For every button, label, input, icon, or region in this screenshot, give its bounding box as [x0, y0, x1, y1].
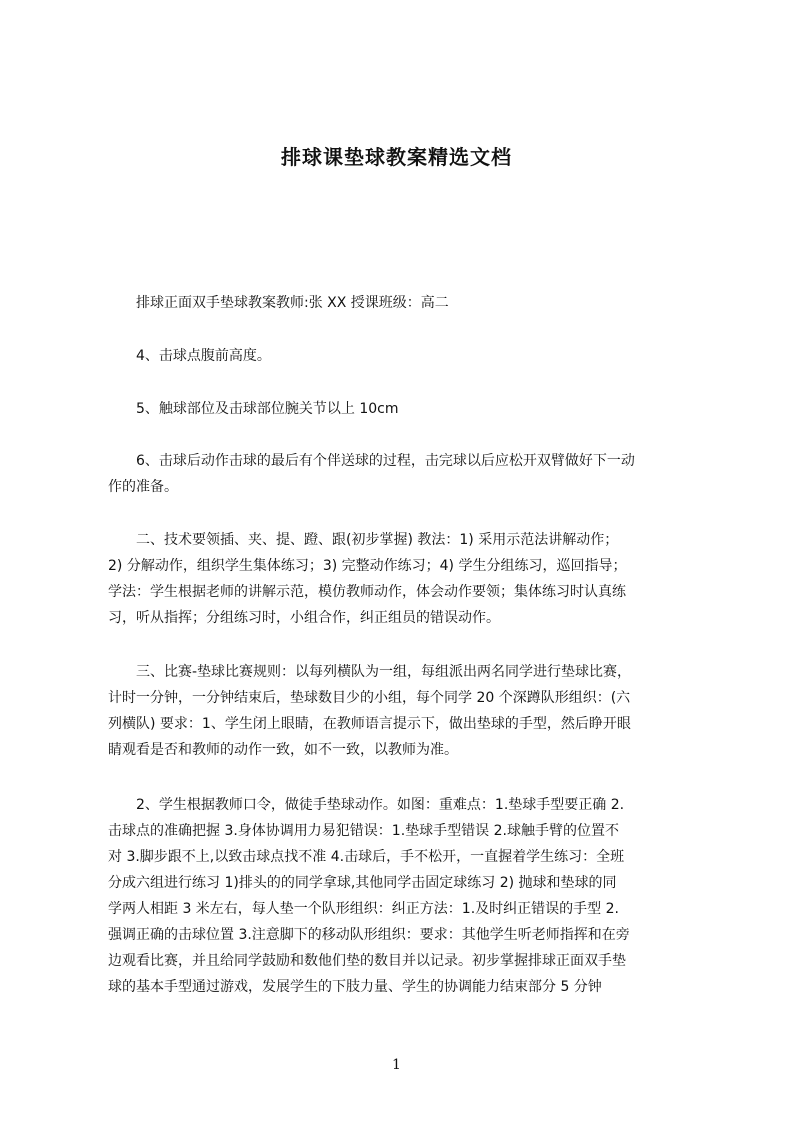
paragraph-line: 排球正面双手垫球教案教师:张 XX 授课班级：高二 — [136, 295, 449, 311]
paragraph-line: 2) 分解动作，组织学生集体练习；3) 完整动作练习；4) 学生分组练习，巡回指导； — [108, 558, 627, 574]
paragraph-point-6 — [108, 448, 712, 500]
paragraph-technique — [108, 527, 712, 631]
paragraph-line: 列横队) 要求：1、学生闭上眼睛，在教师语言提示下，做出垫球的手型，然后睁开眼 — [108, 716, 631, 732]
paragraph-line: 5、触球部位及击球部位腕关节以上 10cm — [136, 401, 399, 417]
paragraph-line: 对 3.脚步跟不上,以致击球点找不准 4.击球后，手不松开，一直握着学生练习：全班 — [108, 849, 625, 865]
paragraph-line: 4、击球点腹前高度。 — [136, 348, 271, 364]
paragraph-competition — [108, 659, 712, 763]
page-number: 1 — [392, 1057, 401, 1073]
paragraph-point-4 — [108, 343, 712, 369]
paragraph-line: 二、技术要领插、夹、提、蹬、跟(初步掌握) 教法：1) 采用示范法讲解动作； — [136, 532, 619, 548]
paragraph-point-5 — [108, 396, 712, 422]
paragraph-line: 计时一分钟，一分钟结束后，垫球数目少的小组，每个同学 20 个深蹲队形组织：(六 — [108, 690, 631, 706]
paragraph-line: 2、学生根据教师口令，做徒手垫球动作。如图：重难点：1.垫球手型要正确 2. — [136, 797, 625, 813]
paragraph-practice — [108, 792, 712, 1000]
paragraph-line: 强调正确的击球位置 3.注意脚下的移动队形组织：要求：其他学生听老师指挥和在旁 — [108, 927, 630, 943]
paragraph-line: 作的准备。 — [108, 479, 178, 495]
paragraph-line: 分成六组进行练习 1)排头的的同学拿球,其他同学击固定球练习 2) 抛球和垫球的同 — [108, 875, 617, 891]
paragraph-line: 习，听从指挥；分组练习时，小组合作，纠正组员的错误动作。 — [108, 610, 500, 626]
paragraph-line: 6、击球后动作击球的最后有个伴送球的过程，击完球以后应松开双臂做好下一动 — [136, 453, 635, 469]
paragraph-header-info — [108, 290, 712, 316]
paragraph-line: 球的基本手型通过游戏，发展学生的下肢力量、学生的协调能力结束部分 5 分钟 — [108, 979, 602, 995]
paragraph-line: 边观看比赛，并且给同学鼓励和数他们垫的数目并以记录。初步掌握排球正面双手垫 — [108, 953, 626, 969]
paragraph-line: 学两人相距 3 米左右，每人垫一个队形组织：纠正方法：1.及时纠正错误的手型 2. — [108, 901, 619, 917]
paragraph-line: 睛观看是否和教师的动作一致，如不一致，以教师为准。 — [108, 742, 458, 758]
paragraph-line: 学法：学生根据老师的讲解示范，模仿教师动作，体会动作要领；集体练习时认真练 — [108, 584, 626, 600]
paragraph-line: 击球点的准确把握 3.身体协调用力易犯错误：1.垫球手型错误 2.球触手臂的位置不 — [108, 823, 619, 839]
paragraph-line: 三、比赛-垫球比赛规则：以每列横队为一组，每组派出两名同学进行垫球比赛， — [136, 664, 632, 680]
document-title: 排球课垫球教案精选文档 — [281, 145, 512, 169]
